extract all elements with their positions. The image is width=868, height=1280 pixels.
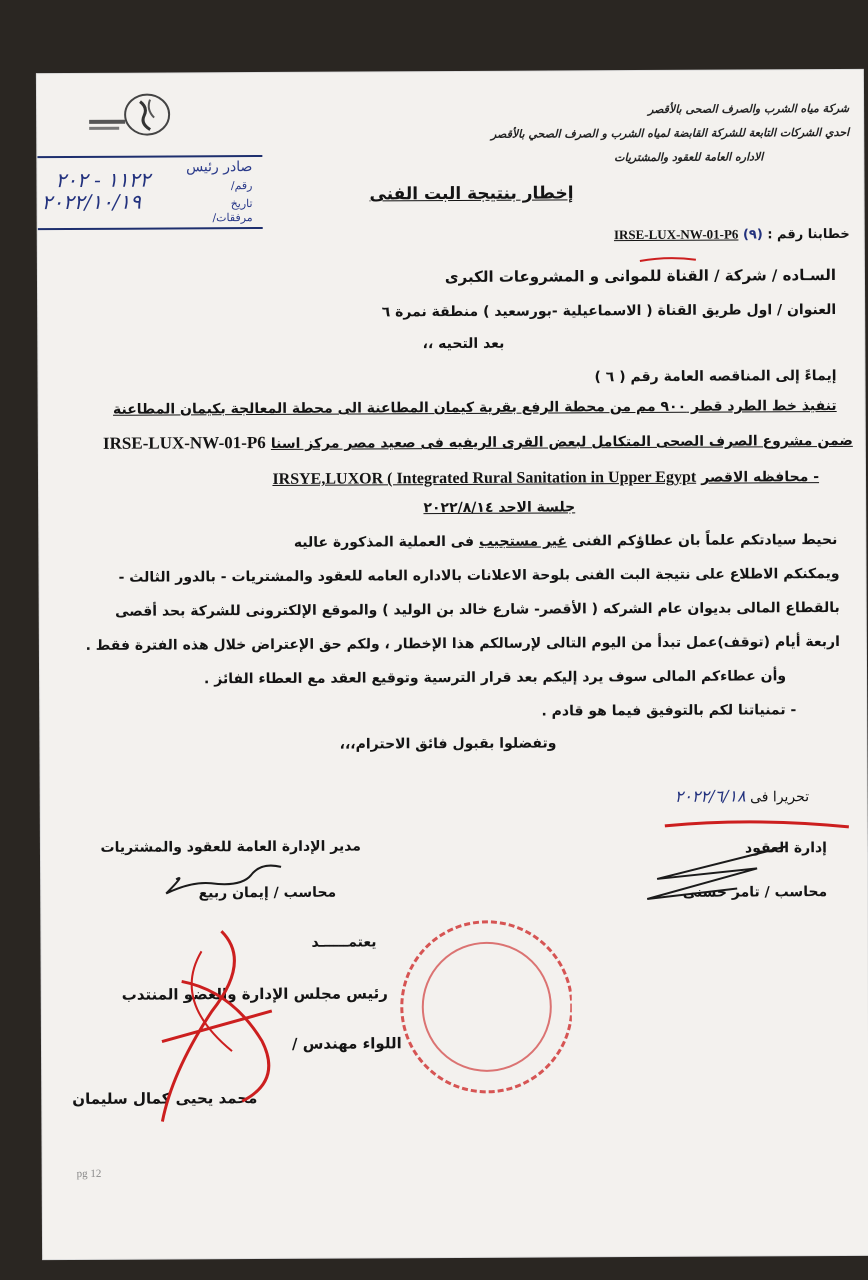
company-affiliation: احدي الشركات التابعة للشركة القابضة لمياه الشرب و الصرف الصحي بالأقصر bbox=[490, 125, 850, 141]
paragraph-1 bbox=[294, 532, 838, 551]
closing: وتفضلوا بقبول فائق الاحترام،،، bbox=[339, 735, 557, 753]
gm-contracts-title: مدير الإدارة العامة للعقود والمشتريات bbox=[100, 838, 361, 856]
stamp-issued-label: صادر رئيس bbox=[186, 159, 253, 176]
department-name: الاداره العامة للعقود والمشتريات bbox=[614, 150, 764, 165]
chairman-rank: اللواء مهندس / bbox=[291, 1034, 402, 1053]
governorate: - محافظه الاقصر bbox=[701, 469, 820, 486]
company-seal bbox=[301, 911, 572, 1102]
program-name: IRSYE,LUXOR ( Integrated Rural Sanitation in Upper Egypt bbox=[272, 468, 697, 488]
letter-title: إخطار بنتيجة البت الفنى bbox=[369, 183, 574, 205]
stamp-attachments-label: مرفقات/ bbox=[212, 211, 253, 225]
reference-number: (٩) bbox=[742, 227, 763, 243]
chairman-title: رئيس مجلس الإدارة والعضو المنتدب bbox=[121, 984, 388, 1004]
paragraph-4: اربعة أيام (توقف)عمل تبدأ من اليوم التالى لإرسالكم هذا الإخطار ، ولكم حق الإعتراض خلال هذه الفترة فقط . bbox=[85, 633, 840, 654]
paragraph-5: وأن عطاءكم المالى سوف يرد إليكم بعد قرار الترسية وتوقيع العقد مع العطاء الفائز . bbox=[203, 668, 787, 688]
project-line-2-text: ضمن مشروع الصرف الصحى المتكامل لبعض القرى الريفيه فى صعيد مصر مركز اسنا bbox=[270, 432, 853, 452]
reference-code: IRSE-LUX-NW-01-P6 bbox=[613, 226, 739, 243]
greeting: بعد التحيه ،، bbox=[422, 335, 505, 353]
approval-label: يعتمــــــد bbox=[311, 934, 377, 951]
outgoing-registry-stamp bbox=[37, 155, 262, 230]
company-logo bbox=[85, 89, 175, 139]
paragraph-1-start: نحيط سيادتكم علماً بان عطاؤكم الفنى bbox=[571, 531, 838, 550]
reference-label: خطابنا رقم : bbox=[767, 226, 850, 243]
project-code: IRSE-LUX-NW-01-P6 bbox=[102, 432, 266, 453]
company-name: شركة مياه الشرب والصرف الصحى بالأقصر bbox=[648, 101, 850, 116]
red-pen-underline bbox=[638, 248, 698, 254]
date-label: تحريرا فى bbox=[750, 789, 810, 806]
session-date: جلسة الاحد ٢٠٢٢/٨/١٤ bbox=[423, 499, 576, 517]
stamp-date-value: ٢٠٢٢/١٠/١٩ bbox=[41, 189, 142, 215]
stamp-number-value: ١١٢٢ - ٢٠٢ bbox=[55, 167, 151, 193]
paragraph-3: بالقطاع المالى بديوان عام الشركه ( الأقصر- شارع خالد بن الوليد ) والموقع الإلكترونى للشركة بحد أقصى bbox=[115, 599, 840, 620]
project-line-2 bbox=[103, 430, 853, 454]
result-highlight: غير مستجيب bbox=[478, 533, 568, 550]
chairman-name: محمد يحيى كمال سليمان bbox=[72, 1089, 258, 1108]
project-line-1: تنفيذ خط الطرد قطر ٩٠٠ مم من محطة الرفع بقرية كيمان المطاعنة الى محطة المعالجة بكيمان المطاعنة bbox=[112, 397, 837, 418]
stamp-date-label: تاريخ bbox=[230, 197, 253, 211]
project-line-3 bbox=[272, 466, 819, 489]
addressee: السـاده / شركة / القناة للموانى و المشروعات الكبرى bbox=[444, 265, 837, 287]
red-pen-stroke bbox=[663, 818, 853, 833]
letter-date bbox=[675, 786, 809, 806]
contracts-dept-title: إدارة العقود bbox=[744, 840, 828, 857]
gm-signatory: محاسب / إيمان ربيع bbox=[198, 884, 337, 902]
paragraph-1-end: فى العملية المذكورة عاليه bbox=[293, 533, 475, 551]
contracts-signatory: محاسب / تامر حسنى bbox=[682, 884, 828, 901]
paragraph-2: ويمكنكم الاطلاع على نتيجة البت الفنى بلوحة الاعلانات بالاداره العامه للعقود والمشتريات - بالدور الثالث - bbox=[118, 565, 840, 586]
letter-page bbox=[37, 70, 868, 1259]
paragraph-6: - تمنياتنا لكم بالتوفيق فيما هو قادم . bbox=[541, 702, 797, 720]
reference-line bbox=[614, 226, 850, 243]
stamp-number-label: رقم/ bbox=[230, 179, 253, 193]
page-number: pg 12 bbox=[76, 1167, 102, 1180]
chairman-signature bbox=[141, 921, 302, 1132]
tender-reference: إيماءً إلى المناقصه العامة رقم ( ٦ ) bbox=[594, 367, 837, 386]
date-value: ٢٠٢٢/٦/١٨ bbox=[674, 786, 746, 806]
address: العنوان / اول طريق القناة ( الاسماعيلية -بورسعيد ) منطقة نمرة ٦ bbox=[381, 301, 837, 321]
